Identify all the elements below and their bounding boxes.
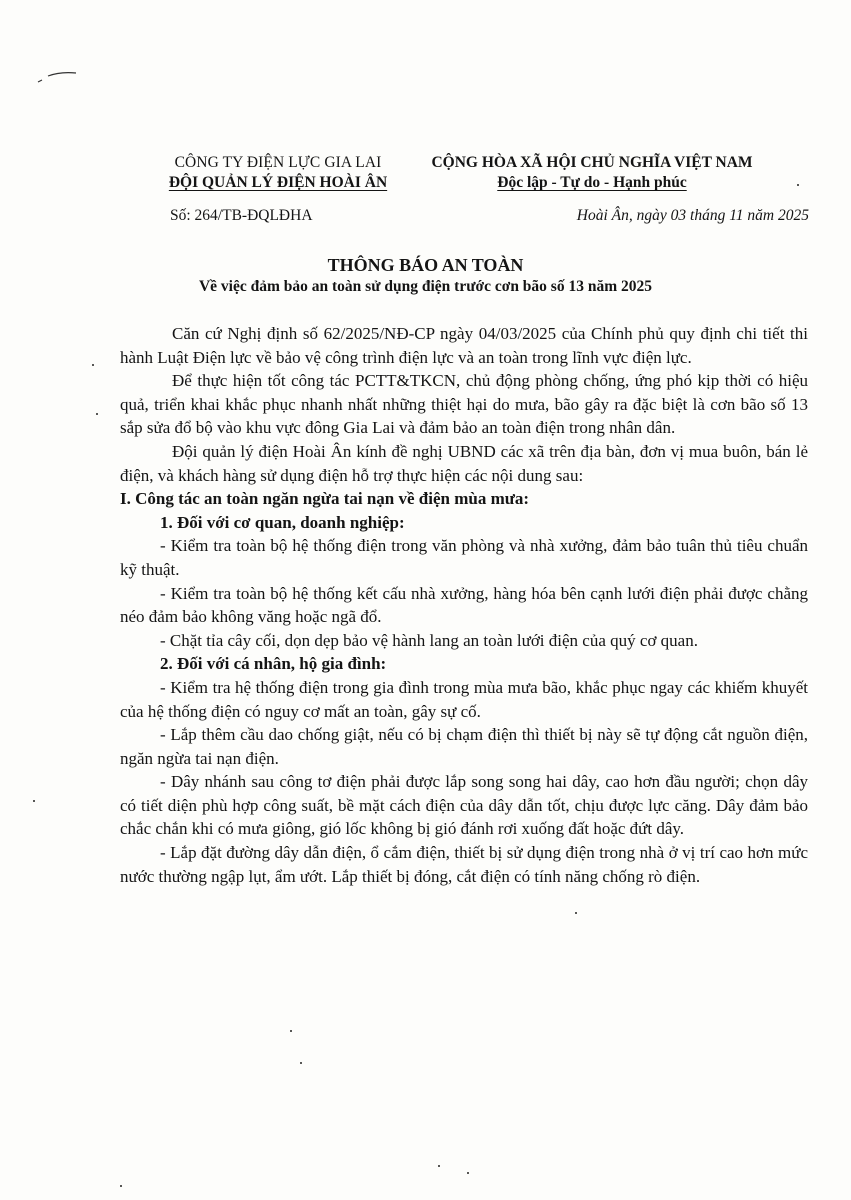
list-item: - Lắp thêm cầu dao chống giật, nếu có bị chạm điện thì thiết bị này sẽ tự động cắt nguồn điện, ngăn ngừa tai nạn điện. <box>120 725 808 768</box>
national-motto: Độc lập - Tự do - Hạnh phúc <box>497 174 687 191</box>
subsection-heading-2: 2. Đối với cá nhân, hộ gia đình: <box>160 654 387 674</box>
scan-speck <box>92 364 94 366</box>
section-heading-1: I. Công tác an toàn ngăn ngừa tai nạn về điện mùa mưa: <box>120 489 530 509</box>
scan-speck <box>575 912 577 914</box>
scan-artifact-mark <box>36 70 80 86</box>
scan-speck <box>797 184 799 186</box>
scan-speck <box>33 800 35 802</box>
list-item: - Kiểm tra toàn bộ hệ thống điện trong văn phòng và nhà xưởng, đảm bảo tuân thủ tiêu chuẩn kỹ thuật. <box>120 536 808 579</box>
issuing-unit: ĐỘI QUẢN LÝ ĐIỆN HOÀI ÂN <box>168 174 388 191</box>
place-and-date: Hoài Ân, ngày 03 tháng 11 năm 2025 <box>576 207 809 224</box>
issuing-organization <box>148 153 408 193</box>
parent-organization: CÔNG TY ĐIỆN LỰC GIA LAI <box>174 154 382 171</box>
scan-speck <box>290 1030 292 1032</box>
scan-speck <box>438 1165 440 1167</box>
document-subtitle: Về việc đảm bảo an toàn sử dụng điện trước cơn bão số 13 năm 2025 <box>198 278 652 295</box>
scan-speck <box>300 1062 302 1064</box>
paragraph-legal-basis: Căn cứ Nghị định số 62/2025/NĐ-CP ngày 04/03/2025 của Chính phủ quy định chi tiết thi hành Luật Điện lực về bảo vệ công trình điện lực và an toàn trong lĩnh vực điện lực. <box>120 324 808 367</box>
list-item: - Chặt tỉa cây cối, dọn dẹp bảo vệ hành lang an toàn lưới điện của quý cơ quan. <box>160 630 698 650</box>
document-number: Số: 264/TB-ĐQLĐHA <box>170 207 313 224</box>
paragraph-request: Đội quản lý điện Hoài Ân kính đề nghị UBND các xã trên địa bàn, đơn vị mua buôn, bán lẻ điện, và khách hàng sử dụng điện hỗ trợ thực hiện các nội dung sau: <box>120 441 808 485</box>
nation-name: CỘNG HÒA XÃ HỘI CHỦ NGHĨA VIỆT NAM <box>431 154 753 171</box>
document-body <box>120 322 808 888</box>
subsection-heading-1: 1. Đối với cơ quan, doanh nghiệp: <box>160 512 405 532</box>
list-item: - Kiểm tra toàn bộ hệ thống kết cấu nhà xưởng, hàng hóa bên cạnh lưới điện phải được chằng néo đảm bảo không văng hoặc ngã đổ. <box>120 583 808 627</box>
national-header <box>412 153 772 193</box>
list-item: - Lắp đặt đường dây dẫn điện, ổ cắm điện, thiết bị sử dụng điện trong nhà ở vị trí cao hơn mức nước thường ngập lụt, ẩm ướt. Lắp thiết bị đóng, cắt điện có tính năng chống rò điện. <box>120 843 808 886</box>
paragraph-purpose: Để thực hiện tốt công tác PCTT&TKCN, chủ động phòng chống, ứng phó kịp thời có hiệu quả, triển khai khắc phục nhanh nhất những thiệt hại do mưa, bão gây ra đặc biệt là cơn bão số 13 sắp sửa đổ bộ vào khu vực đông Gia Lai và đảm bảo an toàn điện trong nhân dân. <box>120 371 808 438</box>
scan-speck <box>467 1172 469 1174</box>
document-title: THÔNG BÁO AN TOÀN <box>327 255 524 275</box>
list-item: - Kiểm tra hệ thống điện trong gia đình trong mùa mưa bão, khắc phục ngay các khiếm khuyết của hệ thống điện có nguy cơ mất an toàn, gây sự cố. <box>120 677 808 721</box>
list-item: - Dây nhánh sau công tơ điện phải được lắp song song hai dây, cao hơn đầu người; chọn dây có tiết diện phù hợp công suất, bề mặt cách điện của dây dẫn tốt, chịu được lực căng. Dây đảm bảo chắc chắn khi có mưa giông, gió lốc không bị gió đánh rơi xuống đất hoặc đứt dây. <box>120 772 808 839</box>
scan-speck <box>120 1185 122 1187</box>
scan-speck <box>96 413 98 415</box>
